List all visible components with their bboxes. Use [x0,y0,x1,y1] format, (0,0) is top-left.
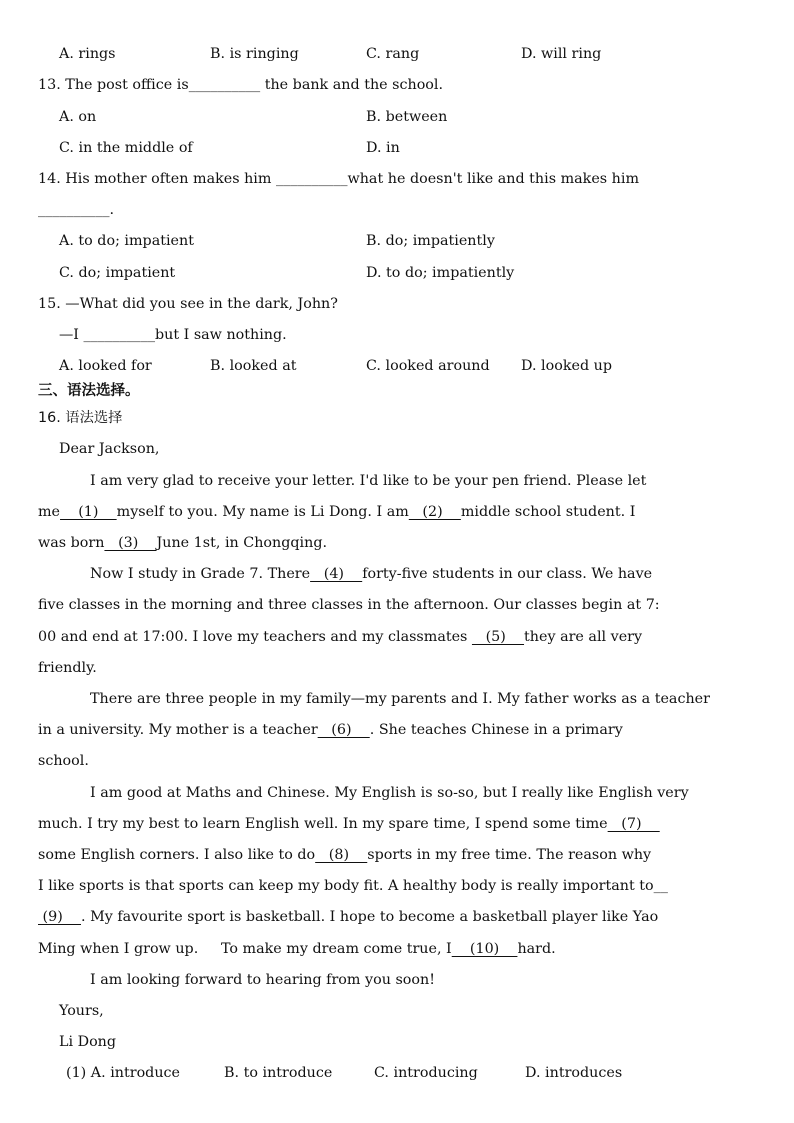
letter-p5: I am looking forward to hearing from you soon! [90,972,435,988]
q14-option-d: D. to do; impatiently [366,265,515,281]
q16-1-option-a: (1) A. introduce [66,1065,181,1081]
blank-8: (8) [315,847,368,863]
q15-option-a: A. looked for [59,358,152,374]
q15-option-c: C. looked around [366,358,490,374]
section-header: 三、语法选择。 [38,383,140,399]
blank-7: (7) [607,816,660,832]
blank-9: (9) [38,909,81,925]
blank-9-start: __ [653,878,668,894]
letter-p3-line1: There are three people in my family—my parents and I. My father works as a teacher [90,691,710,707]
letter-closing: Yours, [59,1003,104,1019]
q14-blank-2: __________ [38,202,110,218]
letter-p1-line3: was born (3) June 1st, in Chongqing. [38,535,328,551]
q16-1-option-d: D. introduces [525,1065,623,1081]
q13-option-d: D. in [366,140,400,156]
letter-signature: Li Dong [59,1034,117,1050]
q16-1-option-b: B. to introduce [224,1065,333,1081]
letter-p4-line1: I am good at Maths and Chinese. My English is so-so, but I really like English very [90,785,689,801]
q15-option-b: B. looked at [210,358,297,374]
q13-question: 13. The post office is__________ the bank and the school. [38,77,444,93]
q13-option-a: A. on [59,109,97,125]
letter-p1-line2: me (1) myself to you. My name is Li Dong. I am (2) middle school student. I [38,504,636,520]
letter-p2-line1: Now I study in Grade 7. There (4) forty-five students in our class. We have [90,566,653,582]
q12-option-b: B. is ringing [210,46,299,62]
q13-blank: __________ [188,77,261,93]
letter-p3-line3: school. [38,753,89,769]
q14-option-c: C. do; impatient [59,265,176,281]
q12-option-d: D. will ring [521,46,602,62]
q14-blank-1: __________ [276,171,348,187]
blank-4: (4) [310,566,363,582]
q16-1-option-c: C. introducing [374,1065,478,1081]
letter-p4-line3: some English corners. I also like to do (8) sports in my free time. The reason why [38,847,652,863]
letter-p1-line1: I am very glad to receive your letter. I'd like to be your pen friend. Please let [90,473,647,489]
q14-option-b: B. do; impatiently [366,233,495,249]
q14-option-a: A. to do; impatient [59,233,194,249]
letter-p4-line5: (9) . My favourite sport is basketball. I hope to become a basketball player like Yao [38,909,659,925]
q14-question-cont: __________. [38,202,115,218]
q13-option-b: B. between [366,109,448,125]
letter-greeting: Dear Jackson, [59,441,160,457]
letter-p2-line2: five classes in the morning and three classes in the afternoon. Our classes begin at 7: [38,597,660,613]
q12-option-a: A. rings [59,46,116,62]
letter-p4-line4: I like sports is that sports can keep my body fit. A healthy body is really important to__ [38,878,668,894]
blank-3: (3) [104,535,157,551]
letter-p2-line4: friendly. [38,660,97,676]
q12-option-c: C. rang [366,46,420,62]
q15-answer-line: —I __________but I saw nothing. [59,327,287,343]
blank-1: (1) [60,504,117,520]
blank-6: (6) [317,722,370,738]
q15-blank: __________ [83,327,155,343]
q14-question: 14. His mother often makes him __________what he doesn't like and this makes him [38,171,640,187]
blank-10: (10) [451,941,518,957]
letter-p3-line2: in a university. My mother is a teacher (6) . She teaches Chinese in a primary [38,722,623,738]
letter-p4-line6: Ming when I grow up. To make my dream come true, I (10) hard. [38,941,556,957]
letter-p4-line2: much. I try my best to learn English well. In my spare time, I spend some time (7) [38,816,660,832]
q16-title: 16. 语法选择 [38,410,123,426]
q13-option-c: C. in the middle of [59,140,193,156]
letter-p2-line3: 00 and end at 17:00. I love my teachers and my classmates (5) they are all very [38,629,643,645]
blank-2: (2) [408,504,461,520]
q15-question: 15. —What did you see in the dark, John? [38,296,338,312]
blank-5: (5) [471,629,525,645]
q15-option-d: D. looked up [521,358,613,374]
